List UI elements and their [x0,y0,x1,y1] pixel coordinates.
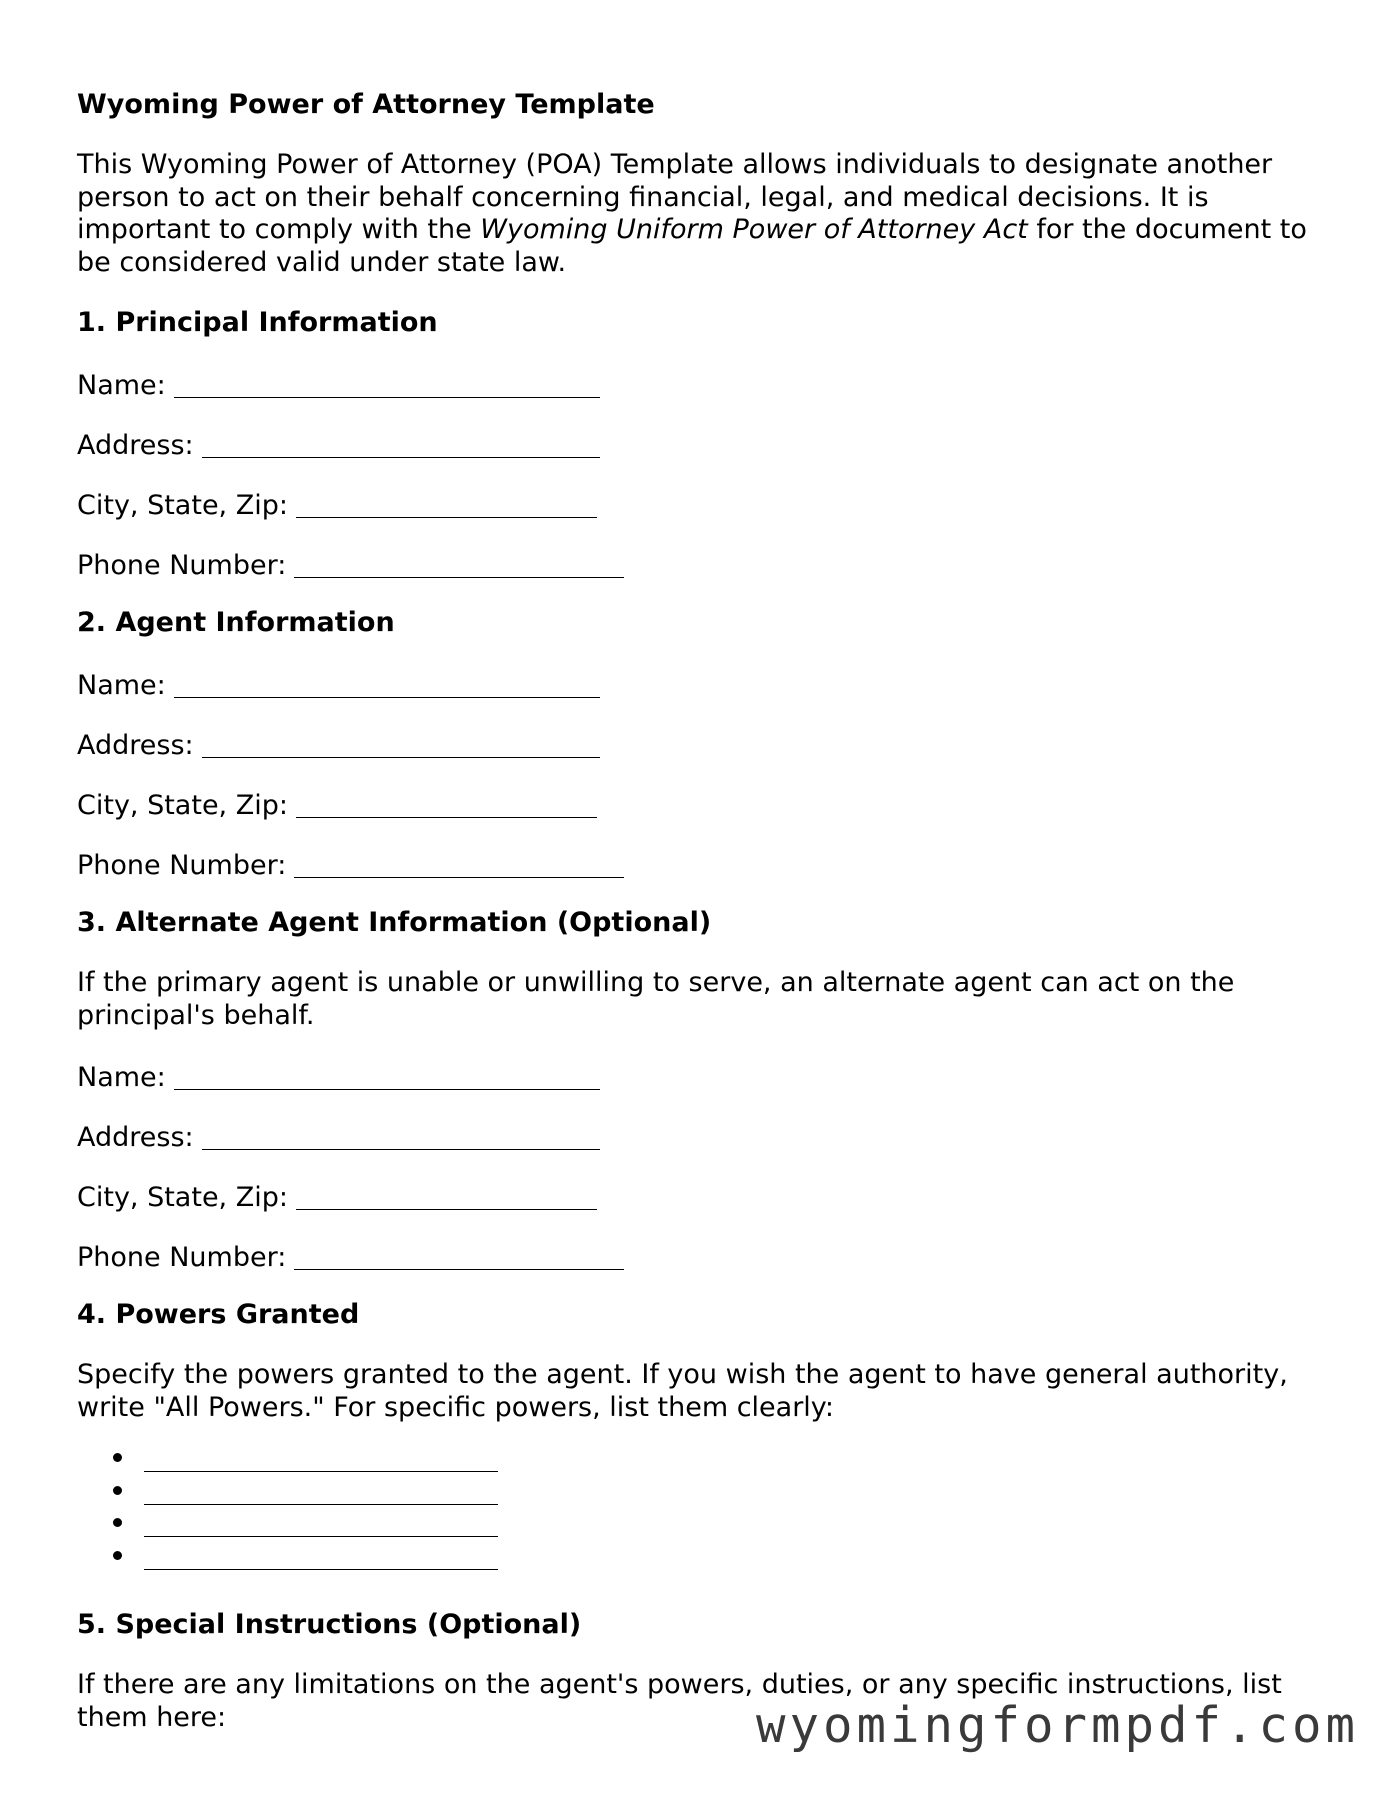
power-blank-line[interactable] [144,1569,498,1570]
bullet-icon [113,1551,122,1560]
agent-address-field[interactable] [77,727,600,761]
intro-text-before: This Wyoming Power of Attorney (POA) Template allows individuals to designate another person to act on their behalf concerning financial, legal, and medical decisions. It is important to comply with the [77,149,1273,245]
alternate-name-label: Name: [77,1062,166,1093]
bullet-icon [113,1486,122,1495]
alternate-name-field[interactable] [77,1059,600,1093]
agent-phone-field[interactable] [77,847,624,881]
alternate-phone-field[interactable] [77,1239,624,1273]
watermark-text: wyomingformpdf.com [755,1697,1359,1754]
section-agent-heading: 2. Agent Information [77,607,395,638]
bullet-icon [113,1453,122,1462]
principal-name-field[interactable] [77,367,600,401]
alternate-address-field[interactable] [77,1119,600,1153]
bullet-icon [113,1518,122,1527]
principal-address-field[interactable] [77,427,600,461]
principal-city-field[interactable] [77,487,597,521]
alternate-address-line[interactable] [202,1123,600,1150]
intro-text-after: for the document to be considered valid under state law. [77,214,1307,278]
principal-address-label: Address: [77,430,194,461]
agent-name-field[interactable] [77,667,600,701]
principal-name-label: Name: [77,370,166,401]
alternate-address-label: Address: [77,1122,194,1153]
alternate-description: If the primary agent is unable or unwilling to serve, an alternate agent can act on the principal's behalf. [77,967,1235,1031]
section-powers-heading: 4. Powers Granted [77,1299,360,1330]
special-description: If there are any limitations on the agent's powers, duties, or any specific instructions, list them here: [77,1669,1282,1733]
power-blank-line[interactable] [144,1471,498,1472]
alternate-city-field[interactable] [77,1179,597,1213]
agent-name-label: Name: [77,670,166,701]
alternate-city-line[interactable] [296,1183,597,1210]
intro-act-name: Wyoming Uniform Power of Attorney Act [480,214,1028,245]
section-special-heading: 5. Special Instructions (Optional) [77,1609,582,1640]
agent-phone-label: Phone Number: [77,850,287,881]
power-blank-line[interactable] [144,1504,498,1505]
agent-phone-line[interactable] [294,851,624,878]
principal-phone-label: Phone Number: [77,550,287,581]
alternate-name-line[interactable] [174,1063,600,1090]
document-title: Wyoming Power of Attorney Template [77,89,655,120]
alternate-phone-label: Phone Number: [77,1242,287,1273]
section-alternate-heading: 3. Alternate Agent Information (Optional) [77,907,712,938]
principal-name-line[interactable] [174,371,600,398]
principal-city-line[interactable] [296,491,597,518]
principal-phone-line[interactable] [294,551,624,578]
agent-address-label: Address: [77,730,194,761]
alternate-city-label: City, State, Zip: [77,1182,288,1213]
agent-city-label: City, State, Zip: [77,790,288,821]
principal-city-label: City, State, Zip: [77,490,288,521]
agent-name-line[interactable] [174,671,600,698]
power-blank-line[interactable] [144,1536,498,1537]
agent-city-field[interactable] [77,787,597,821]
powers-description: Specify the powers granted to the agent. If you wish the agent to have general authority, write "All Powers." For specific powers, list them clearly: [77,1359,1288,1423]
section-principal-heading: 1. Principal Information [77,307,438,338]
principal-phone-field[interactable] [77,547,624,581]
agent-address-line[interactable] [202,731,600,758]
principal-address-line[interactable] [202,431,600,458]
agent-city-line[interactable] [296,791,597,818]
intro-paragraph [77,149,1317,279]
alternate-phone-line[interactable] [294,1243,624,1270]
